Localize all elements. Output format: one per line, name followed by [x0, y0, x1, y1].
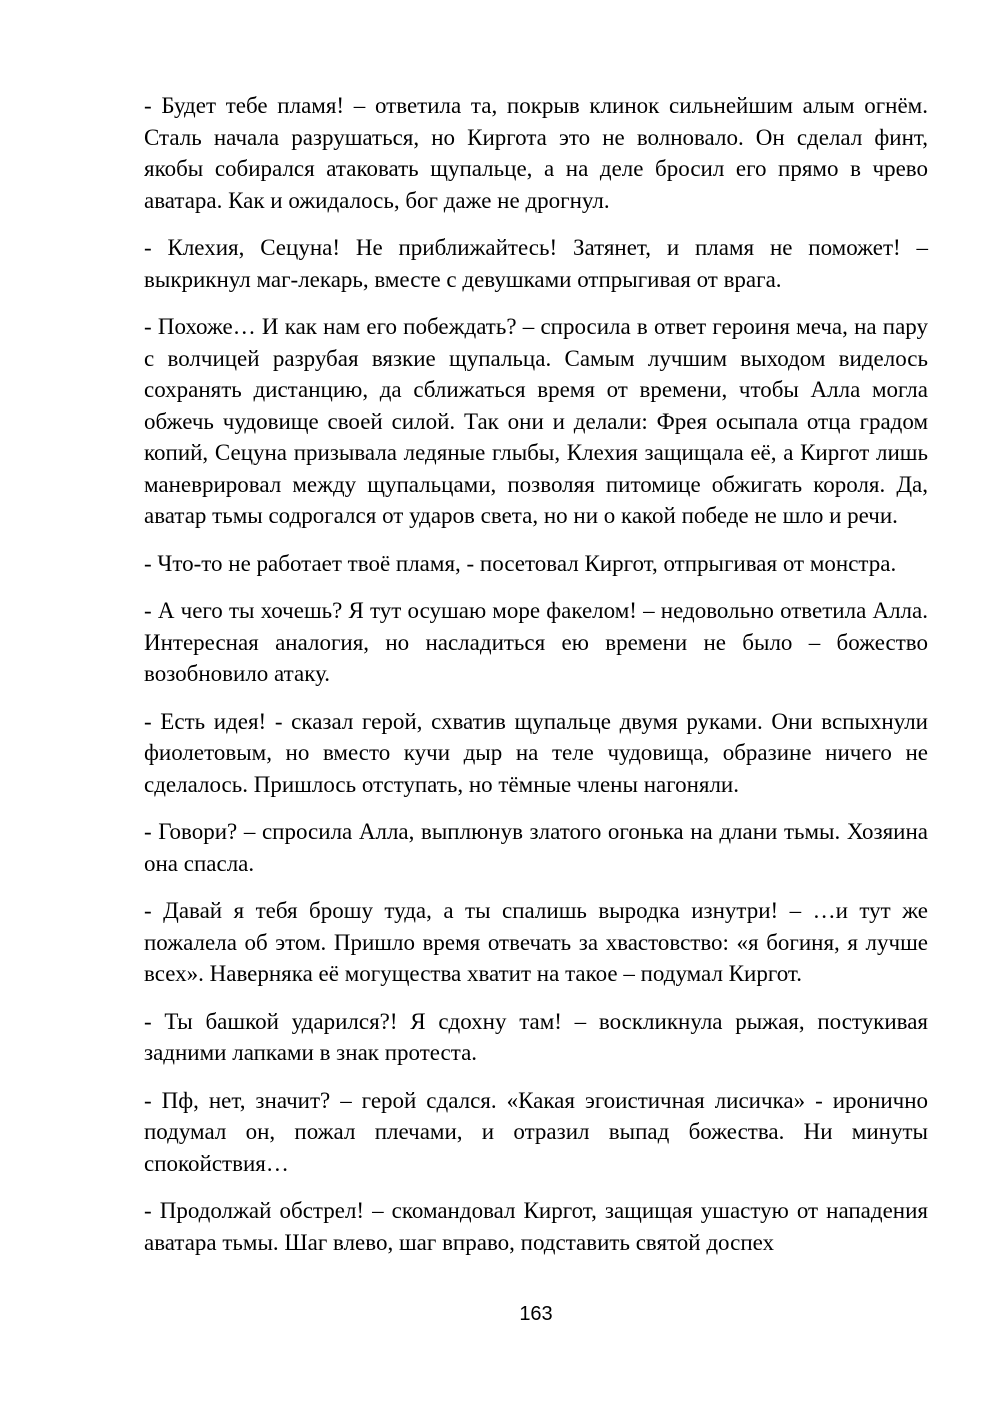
paragraph: - Есть идея! - сказал герой, схватив щупальце двумя руками. Они вспыхнули фиолетовым, но вместо кучи дыр на теле чудовища, образине ничего не сделалось. Пришлось отступать, но тёмные члены нагоняли.: [144, 708, 928, 797]
paragraph: - Похоже… И как нам его побеждать? – спросила в ответ героиня меча, на пару с волчицей разрубая вязкие щупальца. Самым лучшим выходом виделось сохранять дистанцию, да сближаться время от времени, чтобы Алла могла обжечь чудовище своей силой. Так они и делали: Фрея осыпала отца градом копий, Сецуна призывала ледяные глыбы, Клехия защищала её, а Киргот лишь маневрировал между щупальцами, позволяя питомице обжигать короля. Да, аватар тьмы содрогался от ударов света, но ни о какой победе не шло и речи.: [144, 314, 928, 528]
page-text-block: [144, 90, 928, 1274]
paragraph: - Давай я тебя брошу туда, а ты спалишь выродка изнутри! – …и тут же пожалела об этом. Пришло время отвечать за хвастовство: «я богиня, я лучше всех». Наверняка её могущества хватит на такое – подумал Киргот.: [144, 898, 928, 986]
paragraph: - Говори? – спросила Алла, выплюнув златого огонька на длани тьмы. Хозяина она спасла.: [144, 819, 928, 876]
paragraph: - Будет тебе пламя! – ответила та, покрыв клинок сильнейшим алым огнём. Сталь начала разрушаться, но Киргота это не волновало. Он сделал финт, якобы собирался атаковать щупальце, а на деле бросил его прямо в чрево аватара. Как и ожидалось, бог даже не дрогнул.: [144, 93, 928, 213]
paragraph: - Ты башкой ударился?! Я сдохну там! – воскликнула рыжая, постукивая задними лапками в знак протеста.: [144, 1008, 928, 1065]
page-number: 163: [519, 1303, 553, 1325]
paragraph: - Пф, нет, значит? – герой сдался. «Какая эгоистичная лисичка» - иронично подумал он, пожал плечами, и отразил выпад божества. Ни минуты спокойствия…: [144, 1087, 928, 1176]
paragraph: - Клехия, Сецуна! Не приближайтесь! Затянет, и пламя не поможет! – выкрикнул маг-лекарь, вместе с девушками отпрыгивая от врага.: [144, 235, 928, 292]
paragraph: - А чего ты хочешь? Я тут осушаю море факелом! – недовольно ответила Алла. Интересная аналогия, но насладиться ею времени не было – божество возобновило атаку.: [144, 598, 928, 686]
paragraph: - Что-то не работает твоё пламя, - посетовал Киргот, отпрыгивая от монстра.: [144, 550, 897, 576]
paragraph: - Продолжай обстрел! – скомандовал Киргот, защищая ушастую от нападения аватара тьмы. Шаг влево, шаг вправо, подставить святой доспех: [144, 1198, 928, 1255]
